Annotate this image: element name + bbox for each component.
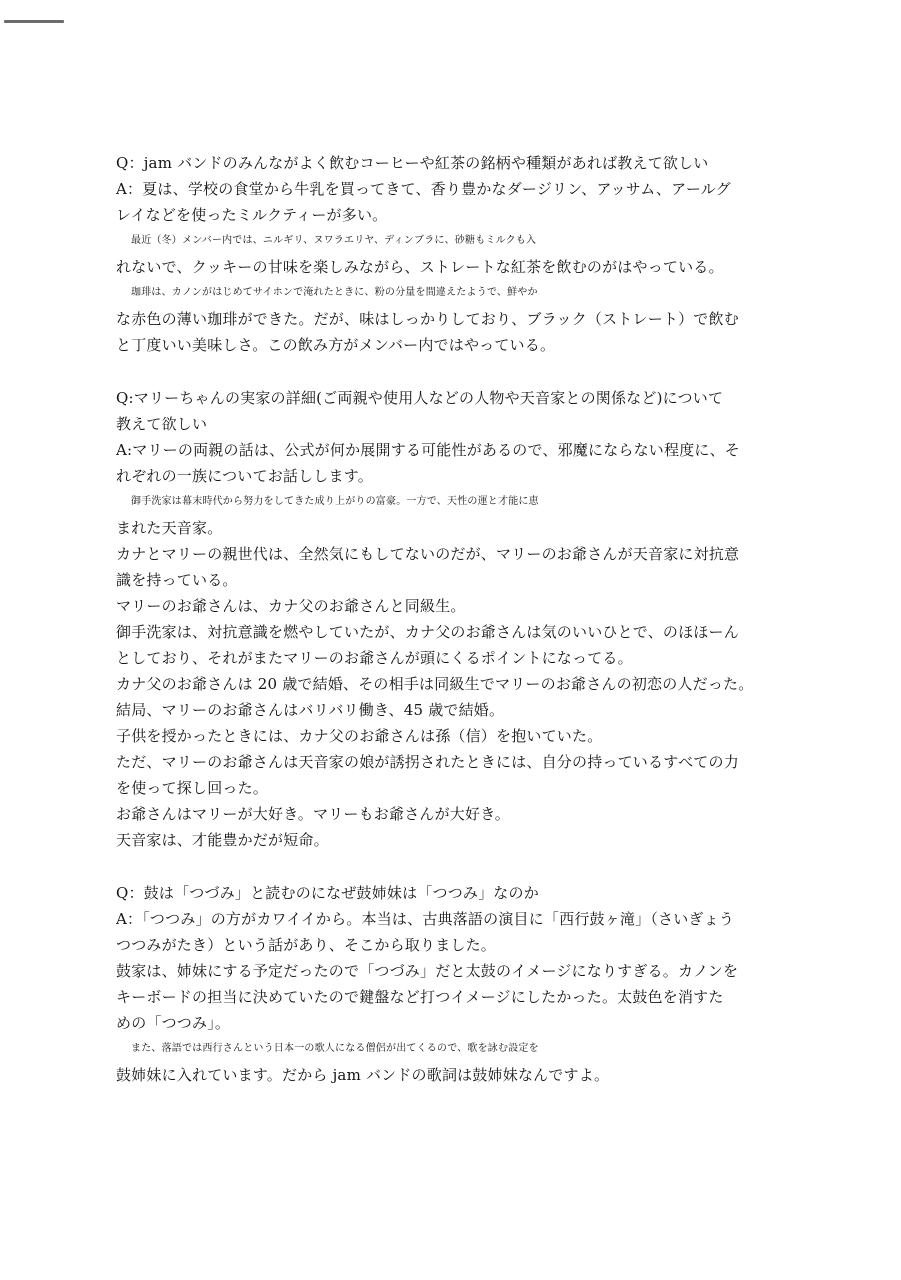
text-line: Q：jam バンドのみんながよく飲むコーヒーや紅茶の銘柄や種類があれば教えて欲しい [116,154,709,172]
qa-section [116,880,784,1088]
text-line: 鼓姉妹に入れています。だから jam バンドの歌詞は鼓姉妹なんですよ。 [116,1066,610,1084]
text-line: キーボードの担当に決めていたので鍵盤など打つイメージにしたかった。太鼓色を消すた [116,988,724,1006]
text-line: お爺さんはマリーが大好き。マリーもお爺さんが大好き。 [116,805,511,823]
text-line: Q：鼓は「つづみ」と読むのになぜ鼓姉妹は「つつみ」なのか [116,884,539,902]
text-line: れないで、クッキーの甘味を楽しみながら、ストレートな紅茶を飲むのがはやっている。 [116,258,724,276]
text-line: レイなどを使ったミルクティーが多い。 [116,206,388,224]
text-line: A:マリーの両親の話は、公式が何か展開する可能性があるので、邪魔にならない程度に、そ [116,441,740,459]
text-line: また、落語では西行さんという日本一の歌人になる僧侶が出てくるので、歌を詠む設定を [131,1043,539,1054]
text-line: 教えて欲しい [116,415,208,433]
text-line: 最近（冬）メンバー内では、ニルギリ、ヌワラエリヤ、ディンブラに、砂糖もミルクも入 [131,235,537,246]
text-line: 子供を授かったときには、カナ父のお爺さんは孫（信）を抱いていた。 [116,727,603,745]
text-line: A：夏は、学校の食堂から牛乳を買ってきて、香り豊かなダージリン、アッサム、アールグ [116,180,731,198]
text-line: 天音家は、才能豊かだが短命。 [116,831,329,849]
scan-artifact-mark [4,20,64,23]
text-line: ただ、マリーのお爺さんは天音家の娘が誘拐されたときには、自分の持っているすべての力 [116,753,739,771]
text-line: としており、それがまたマリーのお爺さんが頭にくるポイントになってる。 [116,649,633,667]
text-line: 珈琲は、カノンがはじめてサイホンで淹れたときに、粉の分量を間違えたようで、鮮やか [131,287,538,298]
qa-section [116,385,784,853]
text-line: 鼓家は、姉妹にする予定だったので「つづみ」だと太鼓のイメージになりすぎる。カノンを [116,962,739,980]
text-line: めの「つつみ」。 [116,1014,231,1032]
text-line: れぞれの一族についてお話しします。 [116,467,373,485]
document-body [116,150,784,1088]
text-line: カナとマリーの親世代は、全然気にもしてないのだが、マリーのお爺さんが天音家に対抗意 [116,545,740,563]
text-line: な赤色の薄い珈琲ができた。だが、味はしっかりしており、ブラック（ストレート）で飲む [116,310,739,328]
text-line: まれた天音家。 [116,519,223,537]
text-line: を使って探し回った。 [116,779,269,797]
text-line: と丁度いい美味しさ。この飲み方がメンバー内ではやっている。 [116,336,556,354]
text-line: 御手洗家は、対抗意識を燃やしていたが、カナ父のお爺さんは気のいいひとで、のほほーん [116,623,739,641]
text-line: 結局、マリーのお爺さんはバリバリ働き、45 歳で結婚。 [116,701,505,719]
text-line: A：「つつみ」の方がカワイイから。本当は、古典落語の演目に「西行鼓ヶ滝」（さいぎょう [116,910,735,928]
text-line: つつみがたき）という話があり、そこから取りました。 [116,936,497,954]
text-line: 識を持っている。 [116,571,238,589]
text-line: カナ父のお爺さんは 20 歳で結婚、その相手は同級生でマリーのお爺さんの初恋の人だった。 [116,675,754,693]
text-line: 御手洗家は幕末時代から努力をしてきた成り上がりの富豪。一方で、天性の運と才能に恵 [131,496,539,507]
text-line: マリーのお爺さんは、カナ父のお爺さんと同級生。 [116,597,466,615]
qa-section [116,150,784,358]
text-line: Q:マリーちゃんの実家の詳細(ご両親や使用人などの人物や天音家との関係など)について [116,389,724,407]
